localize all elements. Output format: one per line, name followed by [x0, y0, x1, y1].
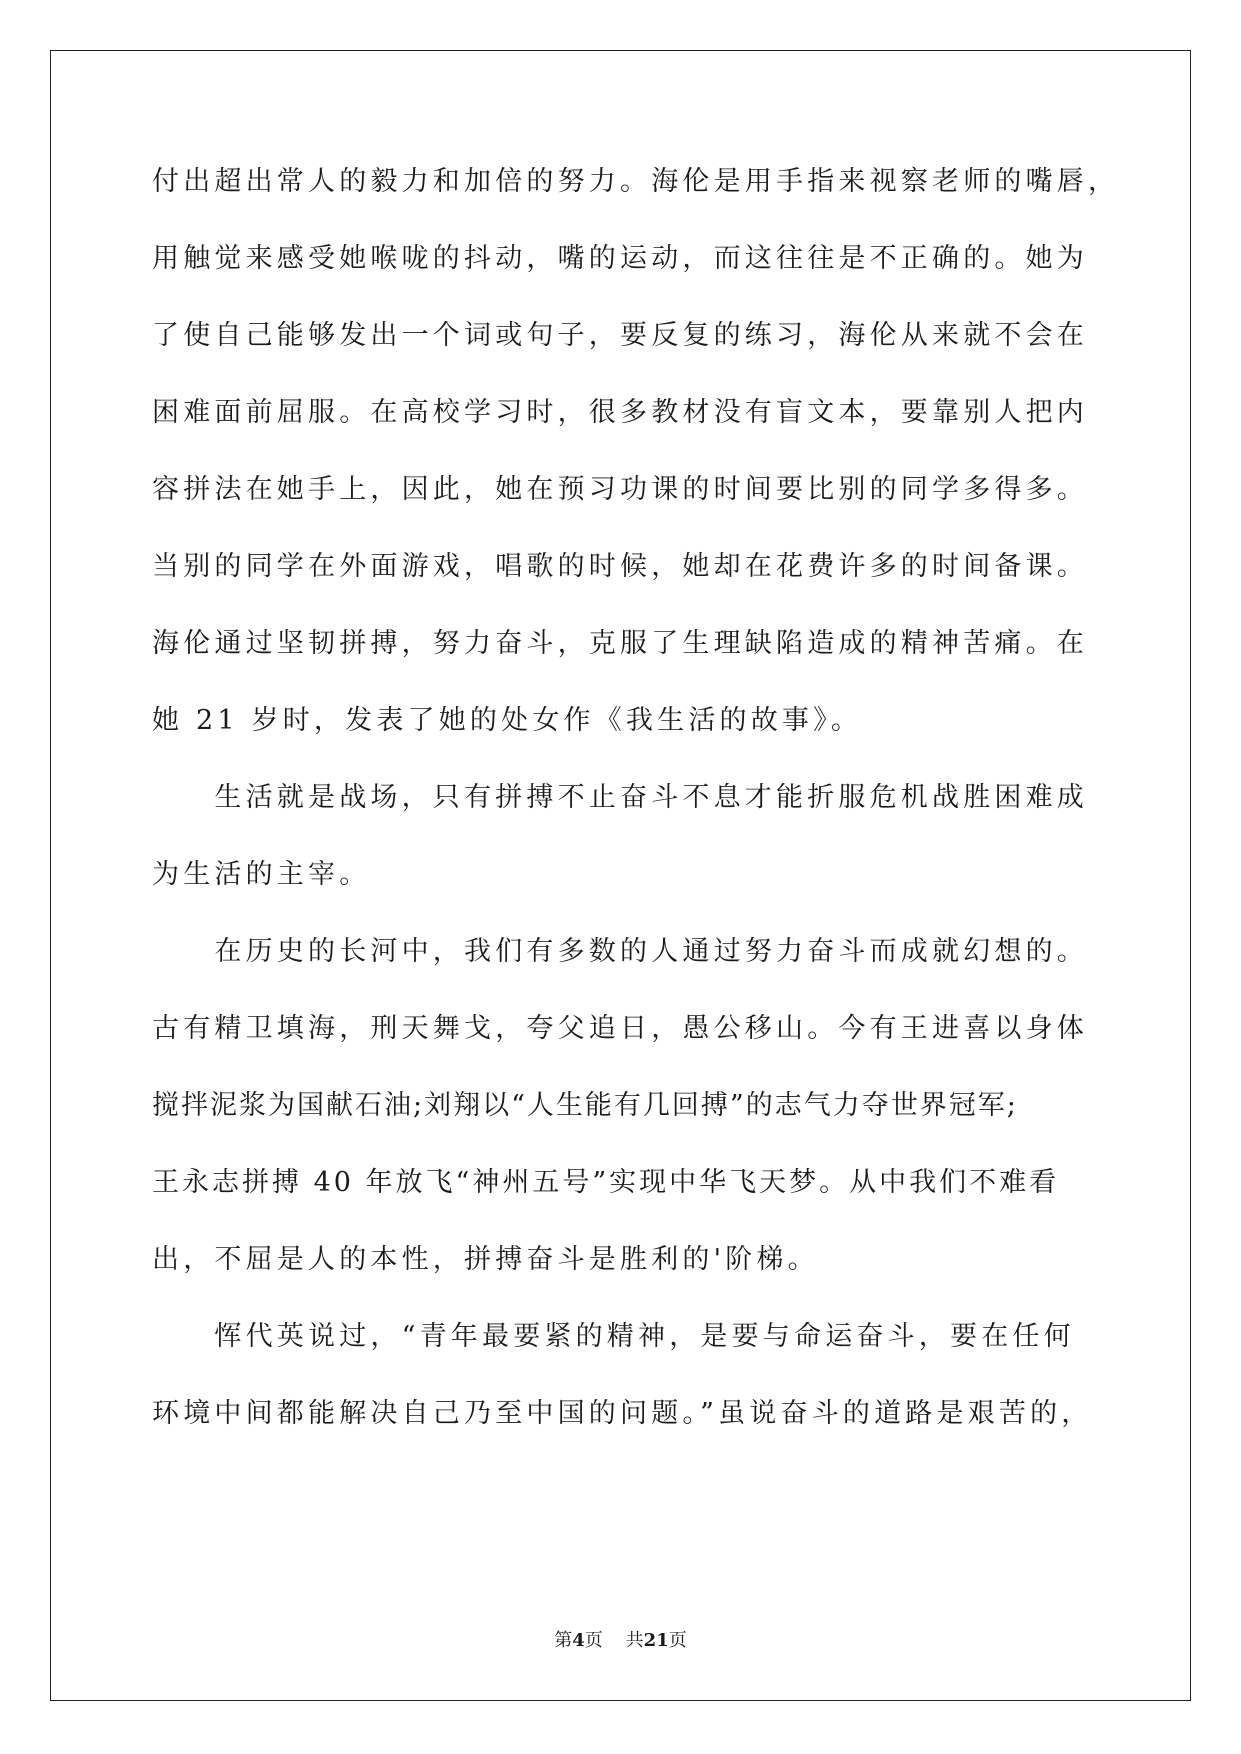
text-line: 出，不屈是人的本性，拼搏奋斗是胜利的'阶梯。: [152, 1244, 819, 1275]
text-line: 搅拌泥浆为国献石油;刘翔以“人生能有几回搏”的志气力夺世界冠军;: [152, 1090, 1018, 1121]
text-line: 环境中间都能解决自己乃至中国的问题。”虽说奋斗的道路是艰苦的，: [152, 1398, 1093, 1429]
text-line: 用触觉来感受她喉咙的抖动，嘴的运动，而这往往是不正确的。她为: [152, 243, 1088, 274]
text-line: 恽代英说过，“青年最要紧的精神，是要与命运奋斗，要在任何: [152, 1321, 1075, 1352]
text-line: 王永志拼搏 40 年放飞“神州五号”实现中华飞天梦。从中我们不难看: [152, 1167, 1060, 1198]
text-line: 了使自己能够发出一个词或句子，要反复的练习，海伦从来就不会在: [152, 320, 1088, 351]
text-line: 生活就是战场，只有拼搏不止奋斗不息才能折服危机战胜困难成: [152, 782, 1088, 813]
text-line: 当别的同学在外面游戏，唱歌的时候，她却在花费许多的时间备课。: [152, 551, 1088, 582]
page-footer: [0, 1630, 1241, 1652]
text-line: 古有精卫填海，刑天舞戈，夸父追日，愚公移山。今有王进喜以身体: [152, 1013, 1088, 1044]
text-line: 海伦通过坚韧拼搏，努力奋斗，克服了生理缺陷造成的精神苦痛。在: [152, 628, 1088, 659]
page-suffix: 页: [584, 1630, 603, 1651]
text-line: 为生活的主宰。: [152, 859, 371, 890]
text-line: 付出超出常人的毅力和加倍的努力。海伦是用手指来视察老师的嘴唇，: [152, 166, 1120, 197]
text-line: 容拼法在她手上，因此，她在预习功课的时间要比别的同学多得多。: [152, 474, 1088, 505]
total-suffix: 页: [668, 1630, 687, 1651]
page-prefix: 第: [554, 1630, 573, 1651]
text-line: 她 21 岁时，发表了她的处女作《我生活的故事》。: [152, 705, 863, 736]
text-line: 困难面前屈服。在高校学习时，很多教材没有盲文本，要靠别人把内: [152, 397, 1088, 428]
document-body: [152, 162, 1120, 1433]
total-pages: 21: [643, 1630, 669, 1651]
page-number: 4: [572, 1630, 585, 1651]
total-prefix: 共: [625, 1630, 644, 1651]
text-line: 在历史的长河中，我们有多数的人通过努力奋斗而成就幻想的。: [152, 936, 1088, 967]
